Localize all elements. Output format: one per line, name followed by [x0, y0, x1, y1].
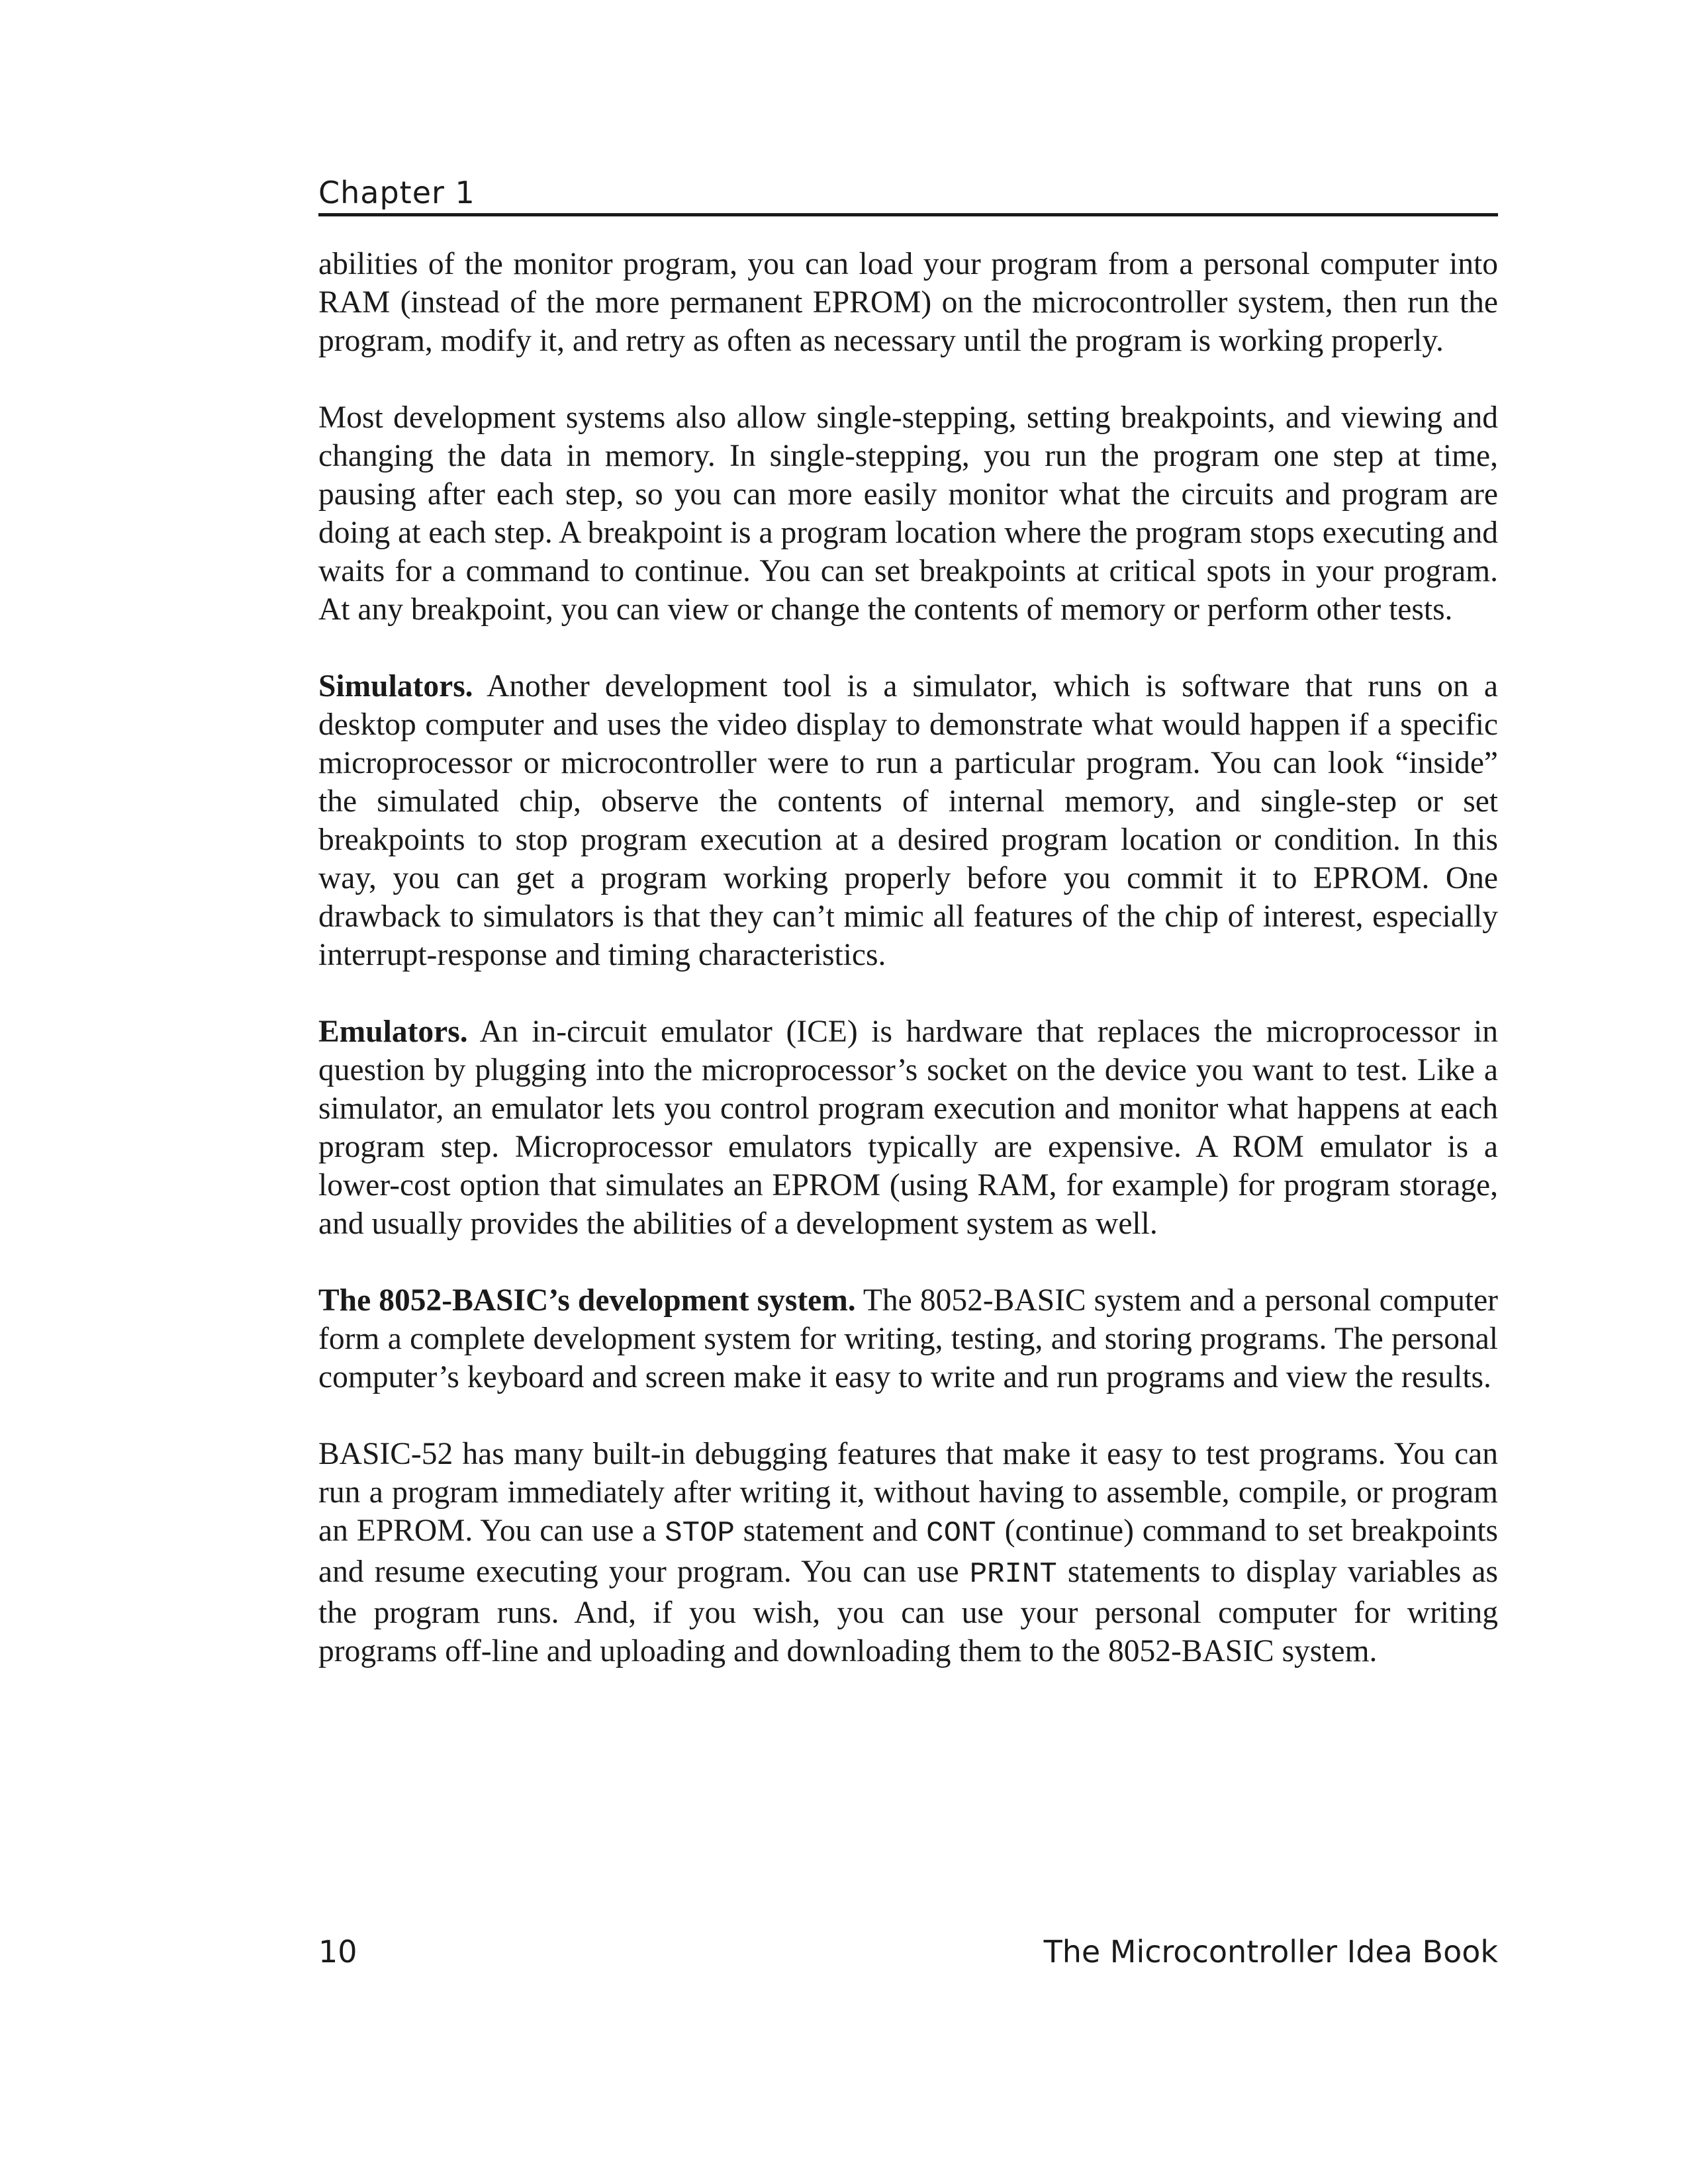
basic52-text-1: BASIC-52 has many built-in debugging features that make it easy to test programs. You can run a program immediately after writing it, without having to assemble, compile, or program an EPROM. You can use a: [318, 1437, 1498, 1548]
basic52-text-2: statement and: [743, 1514, 918, 1548]
paragraph-basic52: [318, 1435, 1498, 1670]
body-text: [318, 245, 1498, 1670]
paragraph-simulators: [318, 667, 1498, 974]
simulators-heading: Simulators.: [318, 669, 473, 704]
page-number: 10: [318, 1934, 357, 1970]
simulators-text: Another development tool is a simulator, which is software that runs on a desktop computer and uses the video display to demonstrate what would happen if a specific microprocessor or microcontroller were to run a particular program. You can look “inside” the simulated chip, observe the contents of internal memory, and single-step or set breakpoints to stop program execution at a desired program location or condition. In this way, you can get a program working properly before you commit it to EPROM. One drawback to simulators is that they can’t mimic all features of the chip of interest, especially interrupt-response and timing characteristics.: [318, 669, 1498, 972]
paragraph-development-system: [318, 1281, 1498, 1396]
running-head: [318, 173, 1498, 216]
development-system-heading: The 8052-BASIC’s development system.: [318, 1283, 856, 1318]
code-cont: CONT: [926, 1517, 996, 1550]
development-system-text: The 8052-BASIC system and a personal computer form a complete development system for writing, testing, and storing programs. The personal computer’s keyboard and screen make it easy to write and run programs and view the results.: [318, 1283, 1498, 1394]
page-footer: [318, 1934, 1498, 1974]
basic52-text-3: (continue) command to set breakpoints and resume executing your program. You can use: [318, 1514, 1499, 1589]
paragraph-1: abilities of the monitor program, you can load your program from a personal computer into RAM (instead of the more permanent EPROM) on the microcontroller system, then run the program, modify it, and retry as often as necessary until the program is working properly.: [318, 247, 1498, 358]
chapter-label: Chapter 1: [318, 175, 475, 210]
paragraph-2: Most development systems also allow single-stepping, setting breakpoints, and viewing and changing the data in memory. In single-stepping, you run the program one step at time, pausing after each step, so you can more easily monitor what the circuits and program are doing at each step. A breakpoint is a program location where the program stops executing and waits for a command to continue. You can set breakpoints at critical spots in your program. At any breakpoint, you can view or change the contents of memory or perform other tests.: [318, 400, 1498, 627]
book-title: The Microcontroller Idea Book: [1043, 1934, 1498, 1970]
emulators-text: An in-circuit emulator (ICE) is hardware that replaces the microprocessor in question by plugging into the microprocessor’s socket on the device you want to test. Like a simulator, an emulator lets you control program execution and monitor what happens at each program step. Microprocessor emulators typically are expensive. A ROM emulator is a lower-cost option that simulates an EPROM (using RAM, for example) for program storage, and usually provides the abilities of a development system as well.: [318, 1015, 1498, 1241]
code-print: PRINT: [969, 1558, 1057, 1591]
emulators-heading: Emulators.: [318, 1015, 468, 1049]
paragraph-emulators: [318, 1013, 1498, 1243]
code-stop: STOP: [665, 1517, 735, 1550]
basic52-text-4: statements to display variables as the program runs. And, if you wish, you can use your personal computer for writing programs off-line and uploading and downloading them to the 8052-BASIC system.: [318, 1555, 1498, 1668]
